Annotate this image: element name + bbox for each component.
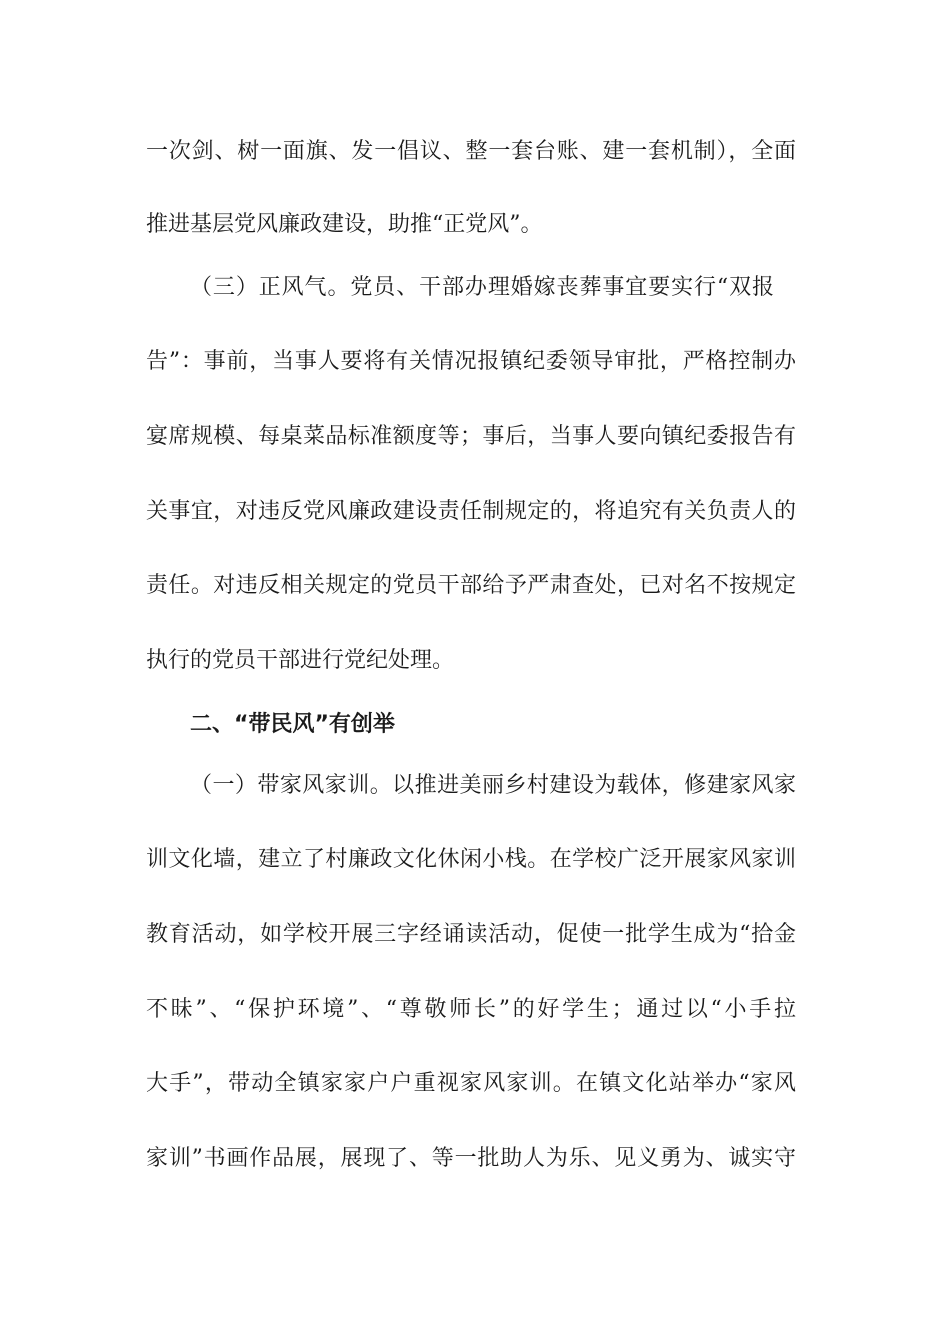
paragraph-line: 训文化墙，建立了村廉政文化休闲小栈。在学校广泛开展家风家训	[146, 847, 796, 872]
section-heading: 二、“带民风”有创举	[190, 712, 395, 737]
paragraph-line: 执行的党员干部进行党纪处理。	[146, 648, 455, 673]
paragraph-line: 责任。对违反相关规定的党员干部给予严肃查处，已对名不按规定	[146, 573, 796, 598]
paragraph-line: 推进基层党风廉政建设，助推“正党风”。	[146, 212, 543, 237]
paragraph-line: （一）带家风家训。以推进美丽乡村建设为载体，修建家风家	[190, 773, 796, 798]
paragraph-line: 教育活动，如学校开展三字经诵读活动，促使一批学生成为“拾金	[146, 922, 796, 947]
paragraph-line: 家训”书画作品展，展现了、等一批助人为乐、见义勇为、诚实守	[146, 1146, 796, 1171]
paragraph-line: （三）正风气。党员、干部办理婚嫁丧葬事宜要实行“双报	[190, 275, 774, 300]
paragraph-line: 大手”，带动全镇家家户户重视家风家训。在镇文化站举办“家风	[146, 1071, 796, 1096]
paragraph-line: 一次剑、树一面旗、发一倡议、整一套台账、建一套机制），全面	[146, 139, 796, 164]
paragraph-line: 告”：事前，当事人要将有关情况报镇纪委领导审批，严格控制办	[146, 349, 796, 374]
paragraph-line: 关事宜，对违反党风廉政建设责任制规定的，将追究有关负责人的	[146, 499, 796, 524]
paragraph-line: 宴席规模、每桌菜品标准额度等；事后，当事人要向镇纪委报告有	[146, 424, 796, 449]
paragraph-line: 不昧”、“保护环境”、“尊敬师长”的好学生；通过以“小手拉	[146, 997, 796, 1022]
